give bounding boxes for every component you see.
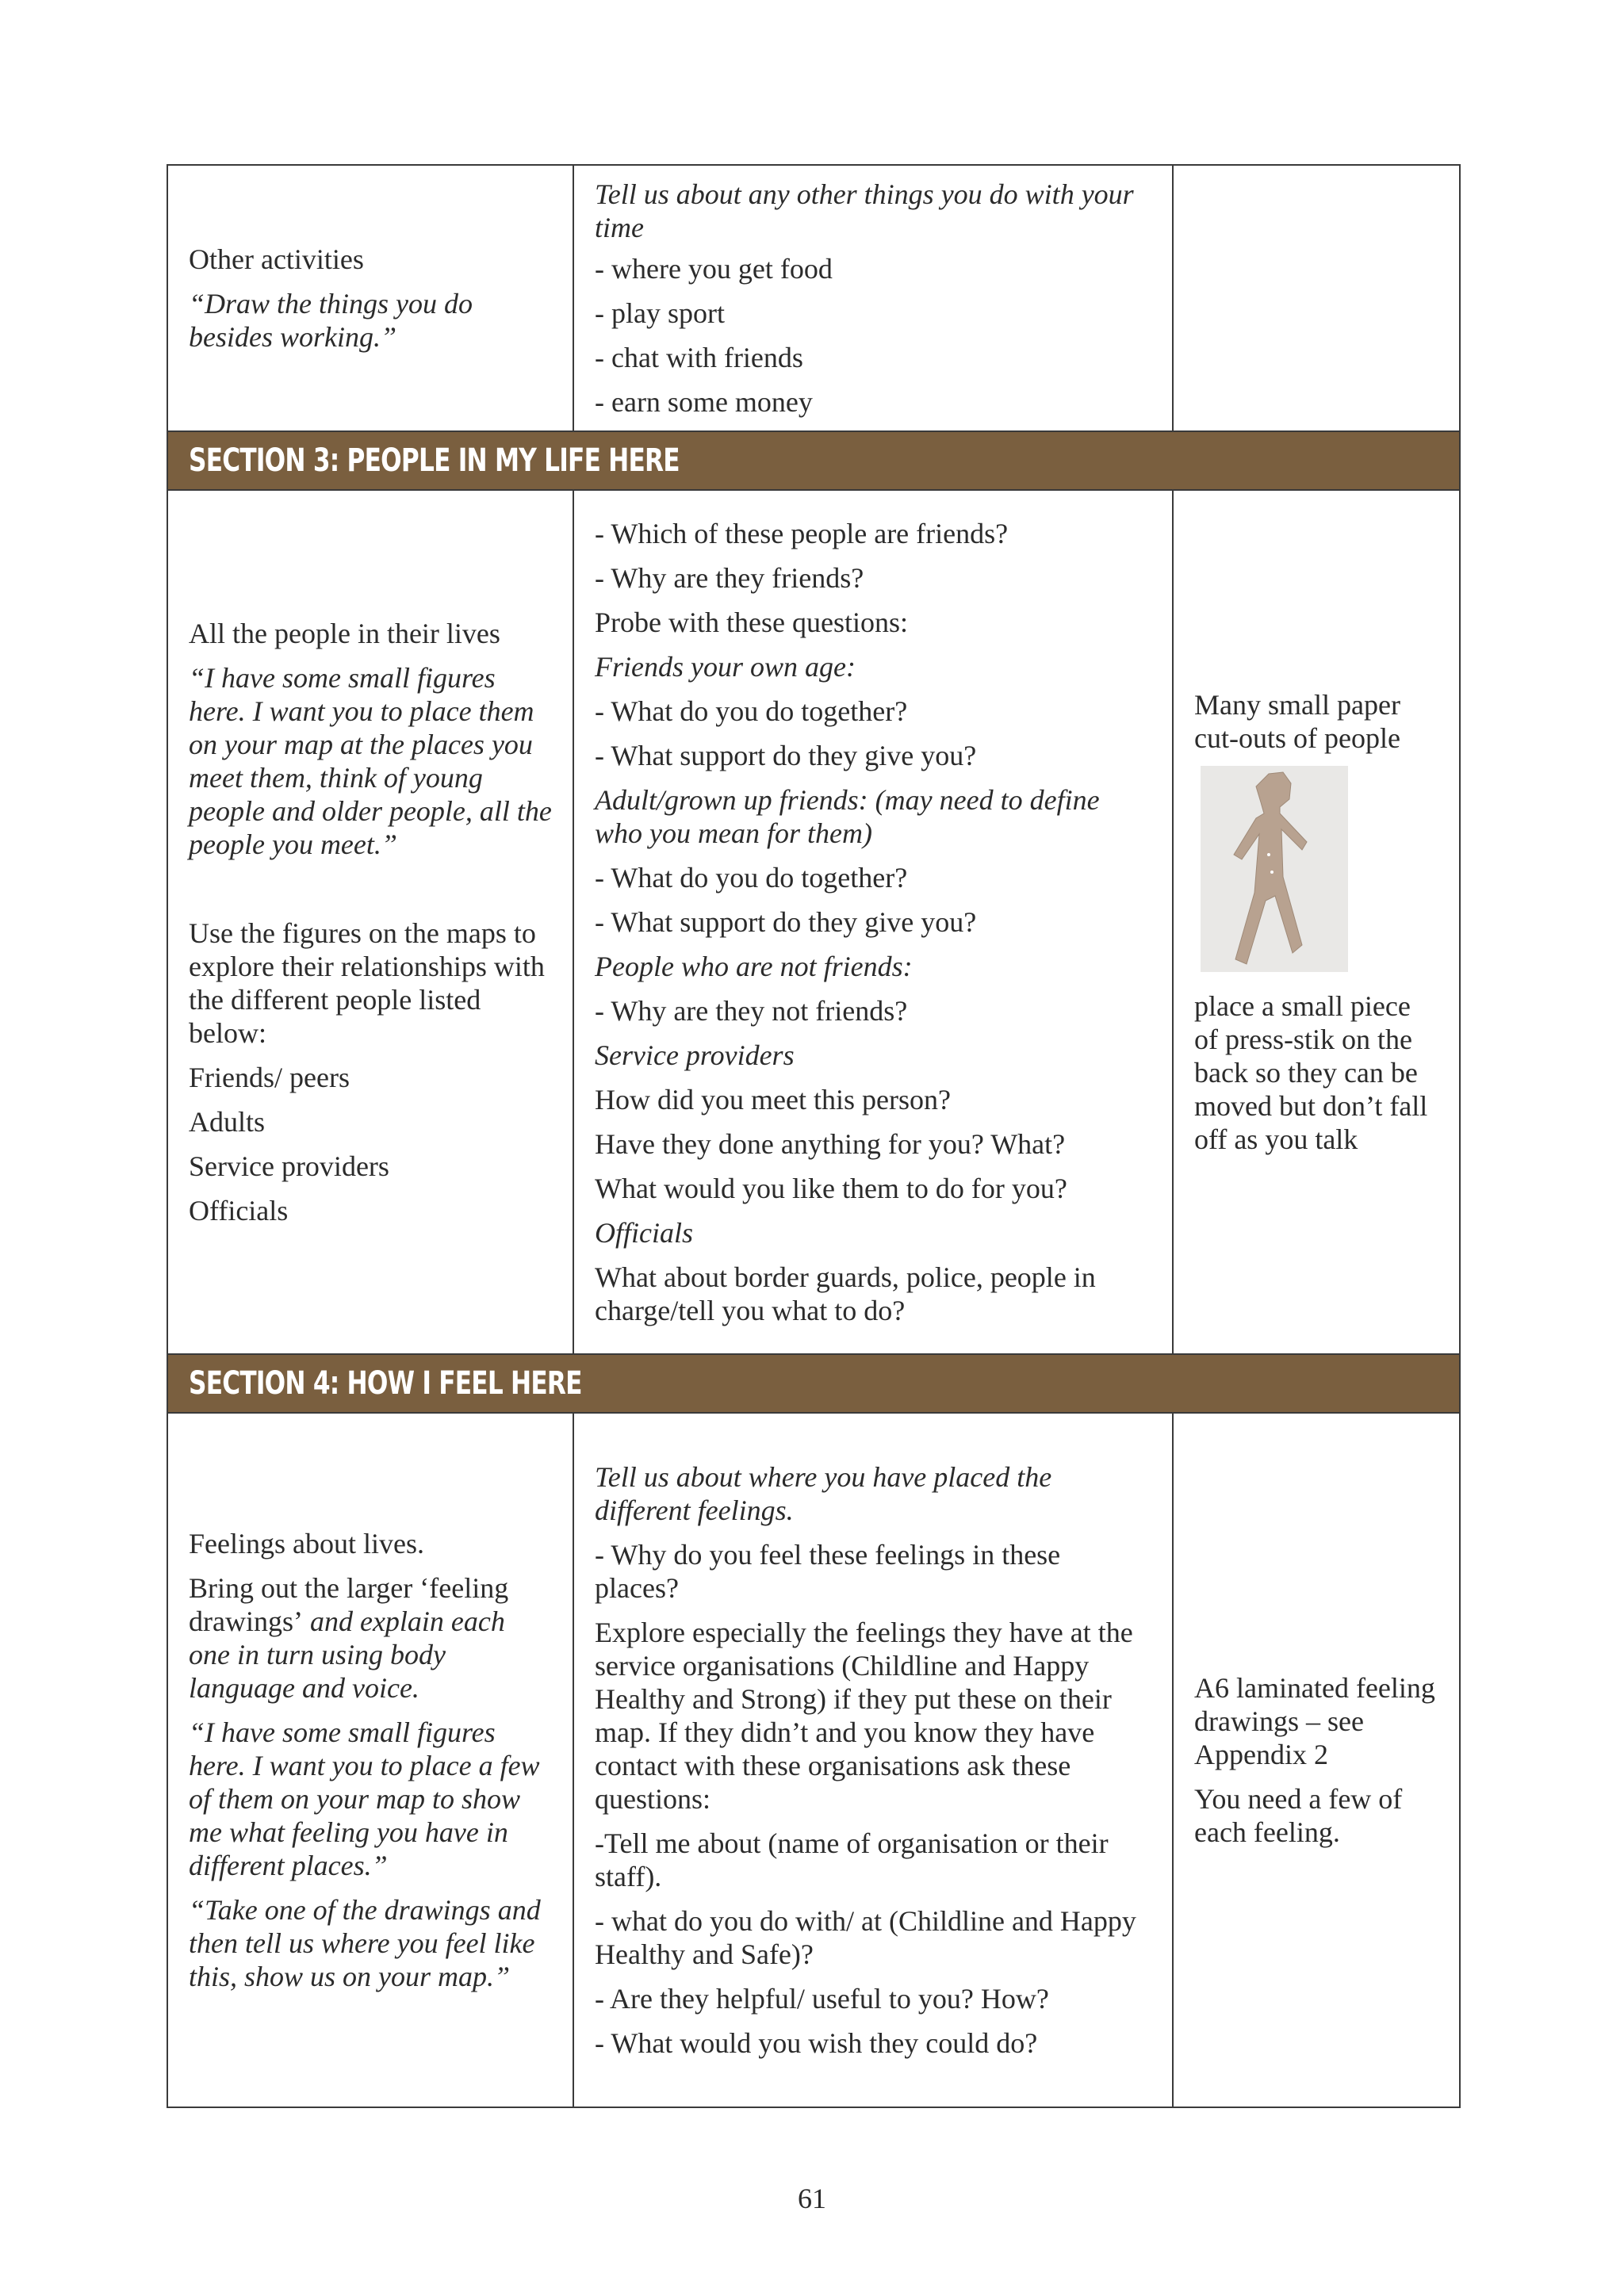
- topic-instruction: [189, 1571, 552, 1705]
- section-4-header: [167, 1354, 1460, 1413]
- topic-label: Other activities: [189, 243, 364, 275]
- topic-quote: “Take one of the drawings and then tell us where you feel like this, show us on your map.”: [189, 1894, 541, 1992]
- question-item: - What do you do together?: [595, 695, 908, 727]
- subheading-service-providers: Service providers: [595, 1039, 795, 1071]
- topic-quote: “I have some small figures here. I want you to place a few of them on your map to show me what feeling you have in different places.”: [189, 1716, 540, 1881]
- question-item: - Are they helpful/ useful to you? How?: [595, 1983, 1049, 2015]
- cell-other-activities-questions: [573, 165, 1173, 431]
- instruction-plain: Bring out the larger ‘feeling drawings’: [189, 1572, 509, 1637]
- question-item: - What do you do together?: [595, 862, 908, 894]
- question-item: -Tell me about (name of organisation or their staff).: [595, 1827, 1109, 1892]
- cell-other-activities-materials: [1173, 165, 1460, 431]
- topic-quote: “I have some small figures here. I want you to place them on your map at the places you meet them, think of young people and older people, all the people you meet.”: [189, 662, 552, 860]
- question-item: - What support do they give you?: [595, 740, 977, 771]
- subheading-friends-own-age: Friends your own age:: [595, 651, 856, 683]
- subheading-adult-friends: Adult/grown up friends: (may need to define who you mean for them): [595, 784, 1100, 849]
- question-item: - What would you wish they could do?: [595, 2027, 1038, 2059]
- explore-paragraph: Explore especially the feelings they have at the service organisations (Childline and Happy Healthy and Strong) if they put these on their map. If they didn’t and you know they have contact with these organisations ask these questions:: [595, 1617, 1133, 1815]
- page-number: 61: [798, 2183, 826, 2214]
- question-item: - Why do you feel these feelings in these places?: [595, 1539, 1061, 1604]
- topic-label: All the people in their lives: [189, 618, 500, 649]
- section-4-title: SECTION 4: HOW I FEEL HERE: [189, 1365, 582, 1402]
- activity-table: [167, 164, 1461, 2108]
- cell-section3-topic: [167, 490, 573, 1354]
- materials-text: A6 laminated feeling drawings – see Appendix 2: [1194, 1672, 1435, 1770]
- instruction-text: place a small piece of press-stik on the back so they can be moved but don’t fall off as you talk: [1194, 990, 1428, 1155]
- question-item: - Why are they friends?: [595, 562, 864, 594]
- question-item: - play sport: [595, 297, 725, 329]
- topic-instruction: Use the figures on the maps to explore their relationships with the different people listed below:: [189, 917, 545, 1049]
- people-list-item: Adults: [189, 1106, 266, 1138]
- people-list-item: Service providers: [189, 1150, 389, 1182]
- question-item: - Why are they not friends?: [595, 995, 908, 1027]
- section-3-title-cell: [167, 431, 1460, 490]
- question-item: - Which of these people are friends?: [595, 518, 1009, 549]
- question-item: How did you meet this person?: [595, 1084, 951, 1115]
- cell-section4-materials: [1173, 1413, 1460, 2107]
- question-item: - where you get food: [595, 253, 833, 285]
- section-4-title-cell: [167, 1354, 1460, 1413]
- materials-text: Many small paper cut-outs of people: [1194, 689, 1400, 754]
- row-how-i-feel: [167, 1413, 1460, 2107]
- probe-heading: Probe with these questions:: [595, 607, 908, 638]
- paper-person-cutout-icon: [1201, 766, 1348, 972]
- subheading-not-friends: People who are not friends:: [595, 951, 913, 982]
- topic-label: Feelings about lives.: [189, 1528, 424, 1559]
- cell-other-activities-topic: [167, 165, 573, 431]
- row-people-in-my-life: [167, 490, 1460, 1354]
- questions-intro: Tell us about any other things you do with your time: [595, 178, 1134, 243]
- question-item: - what do you do with/ at (Childline and Happy Healthy and Safe)?: [595, 1905, 1136, 1970]
- people-list-item: Officials: [189, 1195, 289, 1226]
- section-3-header: [167, 431, 1460, 490]
- cell-section4-questions: [573, 1413, 1173, 2107]
- people-list-item: Friends/ peers: [189, 1062, 350, 1093]
- question-item: - earn some money: [595, 386, 813, 418]
- instruction-italic: and explain each one in turn using body language and voice.: [189, 1605, 505, 1704]
- section-3-title: SECTION 3: PEOPLE IN MY LIFE HERE: [189, 442, 680, 479]
- row-other-activities: [167, 165, 1460, 431]
- questions-intro: Tell us about where you have placed the different feelings.: [595, 1461, 1052, 1526]
- cell-section4-topic: [167, 1413, 573, 2107]
- cell-section3-materials: [1173, 490, 1460, 1354]
- question-item: What would you like them to do for you?: [595, 1173, 1067, 1204]
- question-item: - chat with friends: [595, 342, 803, 373]
- materials-note: You need a few of each feeling.: [1194, 1783, 1403, 1848]
- subheading-officials: Officials: [595, 1217, 693, 1249]
- question-item: Have they done anything for you? What?: [595, 1128, 1066, 1160]
- topic-quote: “Draw the things you do besides working.”: [189, 288, 473, 353]
- cell-section3-questions: [573, 490, 1173, 1354]
- question-item: - What support do they give you?: [595, 906, 977, 938]
- question-item: What about border guards, police, people in charge/tell you what to do?: [595, 1261, 1096, 1326]
